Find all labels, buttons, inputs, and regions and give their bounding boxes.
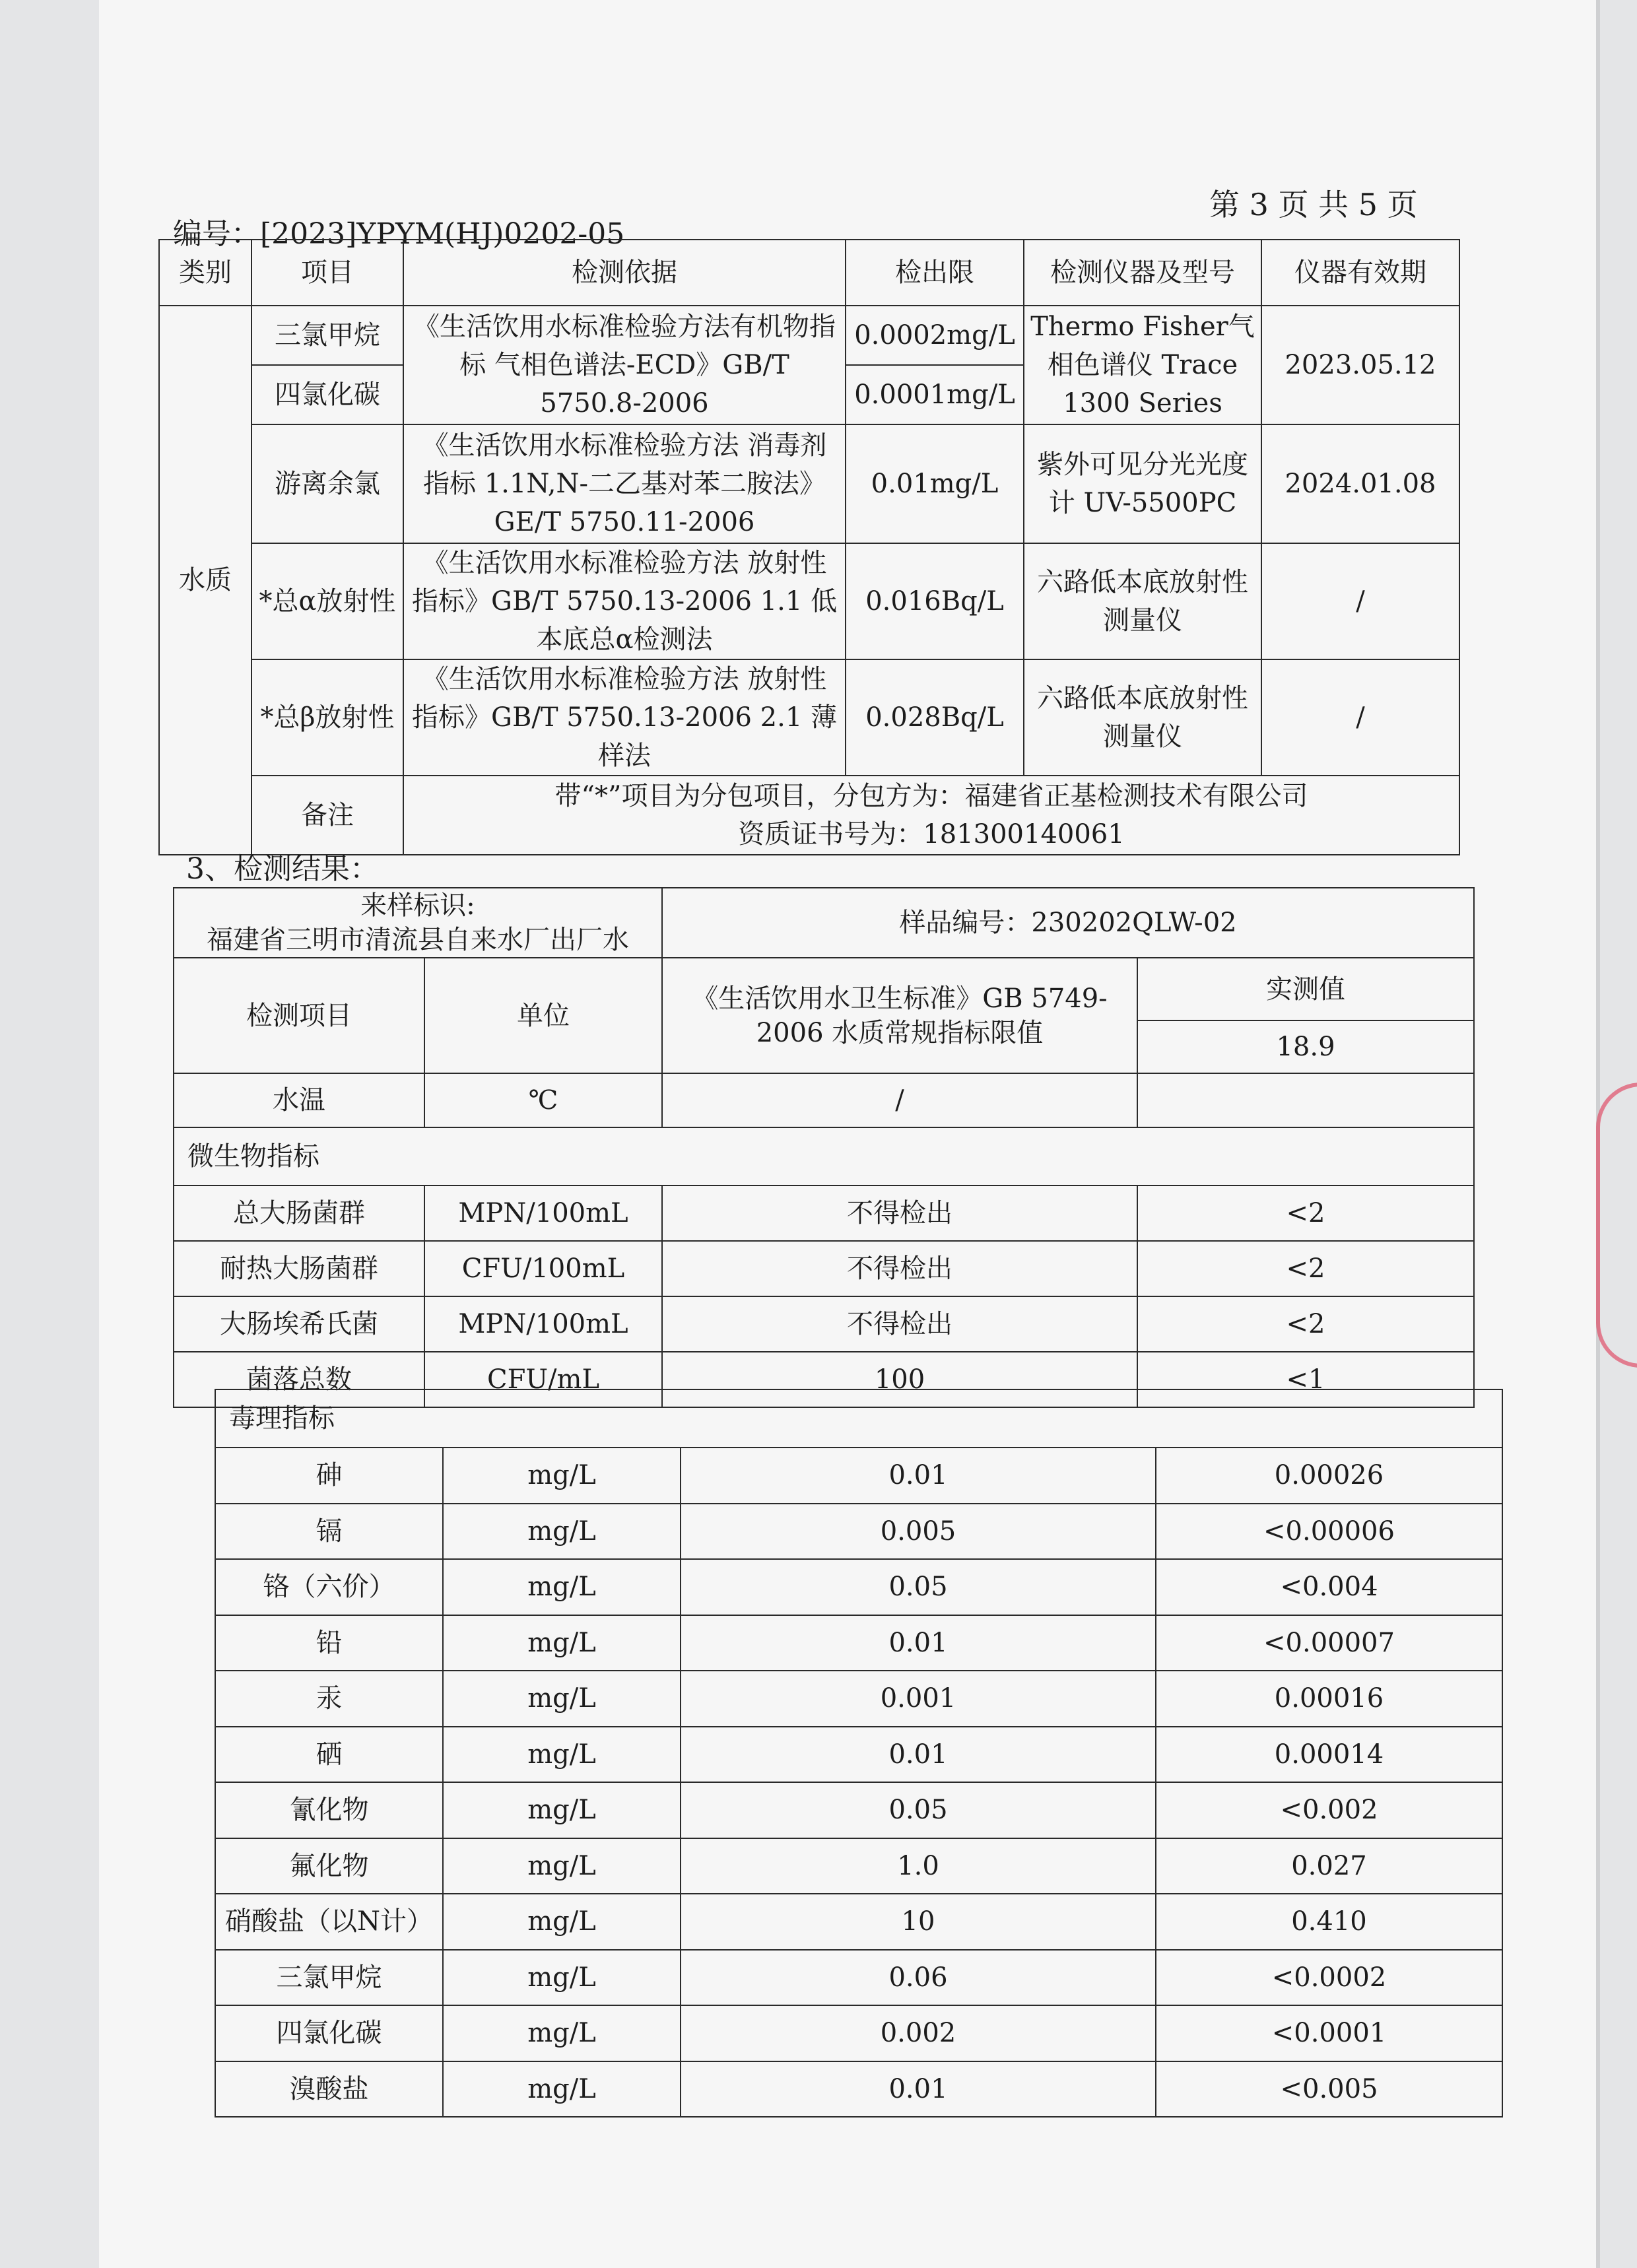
limit-cell: 0.028Bq/L: [846, 659, 1024, 776]
report-code: 编号：[2023]YPYM(HJ)0202-05: [173, 217, 625, 251]
unit-cell: mg/L: [443, 1559, 681, 1615]
value-cell: <2: [1137, 1185, 1474, 1241]
value-cell: <2: [1137, 1296, 1474, 1352]
limit-cell: 1.0: [681, 1838, 1156, 1894]
item-cell: 四氯化碳: [251, 365, 403, 424]
limit-cell: 0.01: [681, 1448, 1156, 1504]
section-title: 3、检测结果：: [186, 852, 379, 886]
sample-id-cell: [174, 888, 662, 958]
item-cell: 镉: [215, 1504, 443, 1560]
tox-section-title: 毒理指标: [215, 1389, 1502, 1448]
unit-cell: mg/L: [443, 1504, 681, 1560]
instrument-cell: 六路低本底放射性测量仪: [1024, 543, 1261, 659]
limit-cell: 0.01mg/L: [846, 424, 1024, 543]
table-row: [215, 1894, 1502, 1950]
value-cell: <1: [1137, 1352, 1474, 1407]
toxicology-table: [215, 1389, 1503, 2118]
table-row: [215, 1727, 1502, 1783]
col-item: 检测项目: [174, 958, 424, 1073]
limit-cell: 0.005: [681, 1504, 1156, 1560]
table-row: [215, 1559, 1502, 1615]
col-standard: 《生活饮用水卫生标准》GB 5749-2006 水质常规指标限值: [662, 958, 1137, 1073]
value-cell: <0.004: [1156, 1559, 1502, 1615]
micro-section-title: 微生物指标: [174, 1127, 1474, 1185]
valid-cell: 2023.05.12: [1261, 306, 1459, 424]
category-cell: 水质: [159, 306, 251, 855]
unit-cell: mg/L: [443, 1448, 681, 1504]
col-valid: 仪器有效期: [1261, 240, 1459, 306]
remark-line: 资质证书号为：181300140061: [738, 819, 1125, 850]
limit-cell: 不得检出: [662, 1185, 1137, 1241]
unit-cell: MPN/100mL: [424, 1185, 662, 1241]
item-cell: 大肠埃希氏菌: [174, 1296, 424, 1352]
valid-cell: /: [1261, 543, 1459, 659]
limit-cell: 0.01: [681, 1727, 1156, 1783]
sample-number: 样品编号：230202QLW-02: [662, 888, 1474, 958]
table-row: [215, 1782, 1502, 1838]
instrument-cell: Thermo Fisher气相色谱仪 Trace 1300 Series: [1024, 306, 1261, 424]
value-cell: <2: [1137, 1241, 1474, 1296]
value-cell-empty: [1137, 1073, 1474, 1127]
remark-text: [403, 776, 1459, 855]
limit-cell: 0.0001mg/L: [846, 365, 1024, 424]
unit-cell: ℃: [424, 1073, 662, 1127]
unit-cell: mg/L: [443, 1838, 681, 1894]
item-cell: 水温: [174, 1073, 424, 1127]
limit-cell: 0.016Bq/L: [846, 543, 1024, 659]
valid-cell: 2024.01.08: [1261, 424, 1459, 543]
item-cell: 硒: [215, 1727, 443, 1783]
col-item: 项目: [251, 240, 403, 306]
col-basis: 检测依据: [403, 240, 846, 306]
item-cell: *总α放射性: [251, 543, 403, 659]
unit-cell: mg/L: [443, 2005, 681, 2061]
item-cell: 耐热大肠菌群: [174, 1241, 424, 1296]
table-row: [215, 1504, 1502, 1560]
item-cell: 氰化物: [215, 1782, 443, 1838]
col-unit: 单位: [424, 958, 662, 1073]
value-cell: 18.9: [1137, 1020, 1474, 1073]
red-seal: [1596, 1083, 1637, 1368]
unit-cell: mg/L: [443, 1894, 681, 1950]
instrument-cell: 紫外可见分光光度计 UV-5500PC: [1024, 424, 1261, 543]
table-row: [215, 2005, 1502, 2061]
limit-cell: 0.05: [681, 1782, 1156, 1838]
table-row: [174, 1296, 1474, 1352]
item-cell: 硝酸盐（以N计）: [215, 1894, 443, 1950]
basis-cell: 《生活饮用水标准检验方法 放射性指标》GB/T 5750.13-2006 1.1 低本底总α检测法: [403, 543, 846, 659]
item-cell: 铬（六价）: [215, 1559, 443, 1615]
page-number: 第 3 页 共 5 页: [1209, 187, 1418, 222]
table-row: [174, 1241, 1474, 1296]
value-cell: <0.00006: [1156, 1504, 1502, 1560]
basis-cell: 《生活饮用水标准检验方法 放射性指标》GB/T 5750.13-2006 2.1 薄样法: [403, 659, 846, 776]
table-row: [159, 424, 1459, 543]
item-cell: 氟化物: [215, 1838, 443, 1894]
item-cell: 三氯甲烷: [251, 306, 403, 365]
value-cell: 0.00026: [1156, 1448, 1502, 1504]
col-instrument: 检测仪器及型号: [1024, 240, 1261, 306]
limit-cell: 10: [681, 1894, 1156, 1950]
unit-cell: mg/L: [443, 1727, 681, 1783]
sample-value: 福建省三明市清流县自来水厂出厂水: [207, 925, 629, 955]
item-cell: 三氯甲烷: [215, 1950, 443, 2006]
value-cell: 0.027: [1156, 1838, 1502, 1894]
value-cell: <0.0001: [1156, 2005, 1502, 2061]
value-cell: <0.005: [1156, 2061, 1502, 2118]
results-header-table: [173, 887, 1475, 1408]
limit-cell: 不得检出: [662, 1296, 1137, 1352]
table-row: [215, 1671, 1502, 1727]
limit-cell: 0.01: [681, 1615, 1156, 1671]
col-value: 实测值: [1137, 958, 1474, 1020]
limit-cell: 0.001: [681, 1671, 1156, 1727]
sample-label: 来样标识:: [360, 890, 475, 921]
value-cell: <0.00007: [1156, 1615, 1502, 1671]
table-row: [215, 2061, 1502, 2118]
item-cell: 游离余氯: [251, 424, 403, 543]
unit-cell: mg/L: [443, 1615, 681, 1671]
unit-cell: mg/L: [443, 1950, 681, 2006]
table-row: [159, 543, 1459, 659]
limit-cell: 0.06: [681, 1950, 1156, 2006]
unit-cell: mg/L: [443, 1782, 681, 1838]
item-cell: *总β放射性: [251, 659, 403, 776]
limit-cell: /: [662, 1073, 1137, 1127]
unit-cell: mg/L: [443, 1671, 681, 1727]
table-row: [174, 1185, 1474, 1241]
remark-line: 带“*”项目为分包项目，分包方为：福建省正基检测技术有限公司: [554, 781, 1308, 811]
table-row: [215, 1448, 1502, 1504]
unit-cell: MPN/100mL: [424, 1296, 662, 1352]
valid-cell: /: [1261, 659, 1459, 776]
item-cell: 汞: [215, 1671, 443, 1727]
unit-cell: CFU/mL: [424, 1352, 662, 1407]
limit-cell: 100: [662, 1352, 1137, 1407]
col-category: 类别: [159, 240, 251, 306]
value-cell: 0.00016: [1156, 1671, 1502, 1727]
basis-cell: 《生活饮用水标准检验方法有机物指标 气相色谱法-ECD》GB/T 5750.8-2006: [403, 306, 846, 424]
table-row: [159, 659, 1459, 776]
limit-cell: 0.05: [681, 1559, 1156, 1615]
methods-table: [158, 239, 1460, 855]
value-cell: 0.410: [1156, 1894, 1502, 1950]
value-cell: <0.002: [1156, 1782, 1502, 1838]
tox-rows: [215, 1448, 1502, 2117]
unit-cell: mg/L: [443, 2061, 681, 2118]
item-cell: 总大肠菌群: [174, 1185, 424, 1241]
remark-label: 备注: [251, 776, 403, 855]
instrument-cell: 六路低本底放射性测量仪: [1024, 659, 1261, 776]
table-row: [215, 1950, 1502, 2006]
item-cell: 四氯化碳: [215, 2005, 443, 2061]
value-cell: <0.0002: [1156, 1950, 1502, 2006]
table-row: [215, 1615, 1502, 1671]
limit-cell: 0.002: [681, 2005, 1156, 2061]
limit-cell: 0.01: [681, 2061, 1156, 2118]
item-cell: 砷: [215, 1448, 443, 1504]
item-cell: 溴酸盐: [215, 2061, 443, 2118]
item-cell: 铅: [215, 1615, 443, 1671]
table-row: [215, 1838, 1502, 1894]
basis-cell: 《生活饮用水标准检验方法 消毒剂指标 1.1N,N-二乙基对苯二胺法》GE/T 5750.11-2006: [403, 424, 846, 543]
remark-row: [159, 776, 1459, 855]
table-row: [159, 306, 1459, 365]
limit-cell: 不得检出: [662, 1241, 1137, 1296]
limit-cell: 0.0002mg/L: [846, 306, 1024, 365]
value-cell: 0.00014: [1156, 1727, 1502, 1783]
col-limit: 检出限: [846, 240, 1024, 306]
unit-cell: CFU/100mL: [424, 1241, 662, 1296]
table-row: [174, 1073, 1474, 1127]
item-cell: 菌落总数: [174, 1352, 424, 1407]
